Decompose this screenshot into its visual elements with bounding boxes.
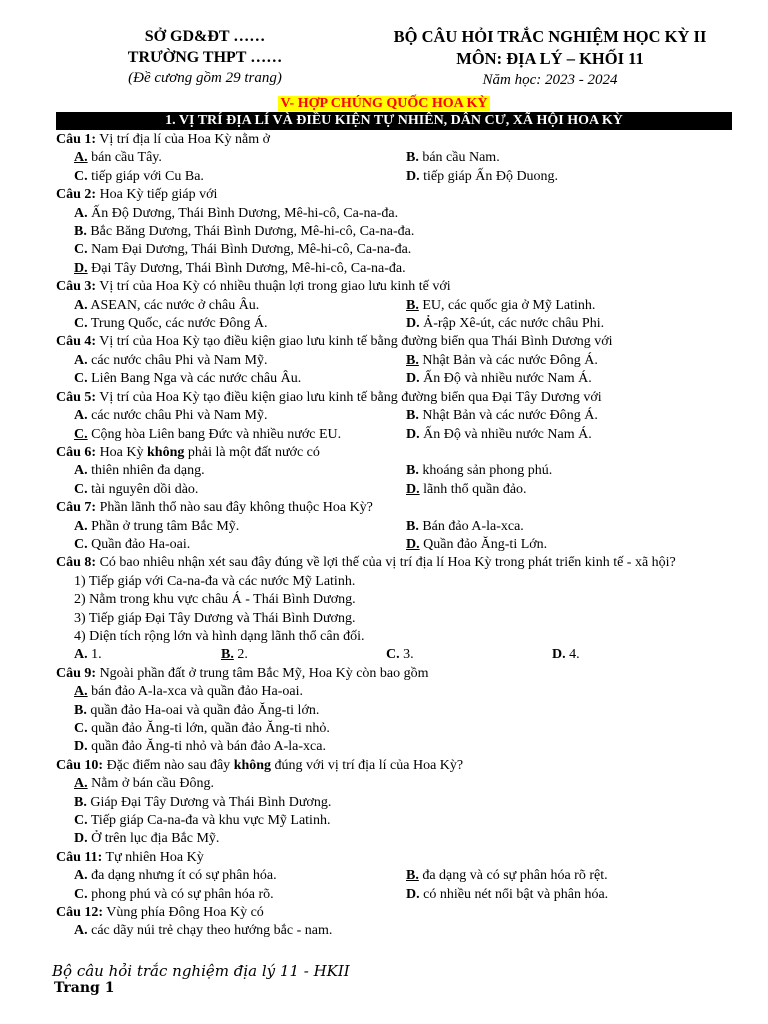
- option-letter: C.: [74, 481, 88, 497]
- question-emphasis: không: [233, 757, 272, 773]
- option-row: [56, 481, 732, 499]
- answer-option: [406, 518, 732, 536]
- option-row: [56, 168, 732, 186]
- department-name: SỞ GD&ĐT ……: [144, 28, 266, 45]
- page-count-note: (Đề cương gồm 29 trang): [128, 70, 282, 86]
- answer-option: [56, 205, 732, 223]
- option-letter: C.: [74, 316, 88, 332]
- option-letter: B.: [74, 702, 87, 718]
- option-text: các nước châu Phi và Nam Mỹ.: [87, 352, 268, 368]
- option-text: Bắc Băng Dương, Thái Bình Dương, Mê-hi-cô, Ca-na-đa.: [86, 224, 415, 240]
- option-text: Tiếp giáp Ca-na-đa và khu vực Mỹ Latinh.: [87, 813, 331, 829]
- option-row: [56, 426, 732, 444]
- question-list: [56, 131, 732, 941]
- option-letter: B.: [221, 647, 234, 663]
- question-text: Vị trí của Hoa Kỳ tạo điều kiện giao lưu kinh tế bằng đường biển qua Đại Tây Dương với: [96, 389, 602, 405]
- option-letter: B.: [74, 794, 87, 810]
- answer-option: [406, 370, 732, 388]
- option-row: [56, 462, 732, 480]
- question-text: Vùng phía Đông Hoa Kỳ có: [103, 905, 264, 921]
- option-text: Ả-rập Xê-út, các nước châu Phi.: [419, 316, 605, 332]
- answer-option: [56, 407, 406, 425]
- option-letter: B.: [406, 408, 419, 424]
- option-text: tài nguyên dồi dào.: [87, 481, 199, 497]
- question-emphasis: không: [147, 444, 185, 460]
- answer-option: [406, 168, 732, 186]
- question-text: Hoa Kỳ tiếp giáp với: [96, 187, 218, 203]
- answer-option: [56, 646, 221, 664]
- option-text: Ấn Độ và nhiều nước Nam Á.: [419, 371, 592, 387]
- question-stem: [56, 186, 732, 204]
- question-text: Có bao nhiêu nhận xét sau đây đúng về lợi thế của vị trí địa lí Hoa Kỳ trong phát triển kinh tế - xã hội?: [96, 555, 676, 571]
- option-text: Nhật Bản và các nước Đông Á.: [418, 408, 598, 424]
- answer-option: [56, 536, 406, 554]
- option-letter: C.: [74, 536, 88, 552]
- question-number: Câu 4:: [56, 334, 97, 350]
- question-stem: [56, 757, 732, 775]
- answer-option: [406, 149, 732, 167]
- answer-option: [56, 518, 406, 536]
- option-text: lãnh thổ quần đảo.: [419, 481, 527, 497]
- footer-title: Bộ câu hỏi trắc nghiệm địa lý 11 - HKII: [52, 962, 350, 980]
- option-letter: C.: [74, 371, 88, 387]
- answer-option: [56, 794, 732, 812]
- option-text: Giáp Đại Tây Dương và Thái Bình Dương.: [86, 794, 332, 810]
- option-row: [56, 149, 732, 167]
- option-letter: C.: [74, 721, 88, 736]
- option-letter: A.: [74, 150, 88, 166]
- question-item: [56, 757, 732, 849]
- question-stem: [56, 904, 732, 922]
- option-text: tiếp giáp Ấn Độ Duong.: [419, 168, 559, 184]
- question-stem: [56, 444, 732, 462]
- answer-option: [56, 922, 732, 940]
- option-row: [56, 370, 732, 388]
- option-letter: A.: [74, 463, 88, 479]
- option-letter: D.: [406, 481, 420, 497]
- option-letter: C.: [386, 647, 400, 663]
- question-number: Câu 2:: [56, 187, 97, 203]
- answer-option: [221, 646, 386, 664]
- answer-option: [56, 775, 732, 793]
- option-text: EU, các quốc gia ở Mỹ Latinh.: [418, 297, 596, 313]
- answer-option: [406, 426, 732, 444]
- option-text: các nước châu Phi và Nam Mỹ.: [87, 408, 268, 424]
- statement-line: 2) Nằm trong khu vực châu Á - Thái Bình Dương.: [74, 592, 356, 608]
- option-letter: D.: [552, 647, 566, 663]
- school-header: [100, 26, 310, 89]
- question-text: Tự nhiên Hoa Kỳ: [102, 849, 204, 865]
- answer-option: [56, 683, 732, 701]
- answer-option: [56, 149, 406, 167]
- statement-line: 3) Tiếp giáp Đại Tây Dương và Thái Bình Dương.: [74, 610, 356, 626]
- option-letter: B.: [406, 150, 419, 166]
- option-letter: A.: [74, 868, 88, 884]
- option-letter: D.: [74, 260, 88, 276]
- question-stem: [56, 665, 732, 683]
- option-text: Bán đảo A-la-xca.: [418, 518, 524, 534]
- chapter-heading: [0, 94, 768, 112]
- option-text: 3.: [399, 647, 414, 663]
- section-heading: 1. VỊ TRÍ ĐỊA LÍ VÀ ĐIỀU KIỆN TỰ NHIÊN, DÂN CƯ, XÃ HỘI HOA KỲ: [56, 112, 732, 130]
- exam-title: BỘ CÂU HỎI TRẮC NGHIỆM HỌC KỲ II: [393, 27, 707, 46]
- question-item: [56, 499, 732, 554]
- question-stem: [56, 849, 732, 867]
- option-text: có nhiều nét nổi bật và phân hóa.: [419, 886, 609, 902]
- option-letter: C.: [74, 426, 88, 442]
- option-row: [56, 646, 732, 664]
- question-item: [56, 904, 732, 941]
- option-text: 2.: [233, 647, 248, 663]
- answer-option: [56, 168, 406, 186]
- question-text: Hoa Kỳ: [96, 444, 147, 460]
- option-letter: A.: [74, 647, 88, 663]
- option-letter: B.: [406, 518, 419, 534]
- answer-option: [406, 886, 732, 904]
- option-row: [56, 886, 732, 904]
- exam-header: [360, 26, 740, 91]
- answer-option: [56, 462, 406, 480]
- question-item: [56, 444, 732, 499]
- chapter-title: V- HỢP CHÚNG QUỐC HOA KỲ: [280, 96, 488, 111]
- option-text: Ấn Độ Dương, Thái Bình Dương, Mê-hi-cô, Ca-na-đa.: [87, 205, 399, 221]
- option-letter: A.: [74, 408, 88, 424]
- answer-option: [56, 481, 406, 499]
- option-text: Nam Đại Dương, Thái Bình Dương, Mê-hi-cô, Ca-na-đa.: [87, 242, 412, 258]
- answer-option: [56, 260, 732, 278]
- option-letter: D.: [406, 536, 420, 552]
- option-letter: A.: [74, 923, 88, 939]
- question-stem: [56, 278, 732, 296]
- question-item: [56, 131, 732, 186]
- question-item: [56, 554, 732, 664]
- statement-line: 1) Tiếp giáp với Ca-na-đa và các nước Mỹ Latinh.: [74, 573, 356, 589]
- option-text: Nằm ở bán cầu Đông.: [87, 776, 214, 792]
- answer-option: [406, 536, 732, 554]
- option-letter: A.: [74, 776, 88, 792]
- option-text: Liên Bang Nga và các nước châu Âu.: [87, 371, 302, 387]
- answer-option: [56, 720, 732, 738]
- option-text: Nhật Bản và các nước Đông Á.: [418, 352, 598, 368]
- question-stem: [56, 389, 732, 407]
- option-row: [56, 518, 732, 536]
- answer-option: [552, 646, 732, 664]
- school-name: TRƯỜNG THPT ……: [127, 49, 283, 66]
- option-text: bán cầu Tây.: [87, 150, 162, 166]
- question-number: Câu 5:: [56, 389, 97, 405]
- option-letter: C.: [74, 886, 88, 902]
- option-row: [56, 407, 732, 425]
- answer-option: [56, 738, 732, 756]
- question-number: Câu 7:: [56, 500, 97, 516]
- question-number: Câu 1:: [56, 132, 97, 147]
- question-stem: [56, 333, 732, 351]
- option-row: [56, 352, 732, 370]
- answer-option: [56, 297, 406, 315]
- option-letter: D.: [406, 426, 420, 442]
- option-text: đa dạng và có sự phân hóa rõ rệt.: [418, 868, 608, 884]
- option-text: các dãy núi trẻ chạy theo hướng bắc - nam.: [87, 923, 333, 939]
- option-letter: A.: [74, 297, 88, 313]
- answer-option: [56, 702, 732, 720]
- option-letter: B.: [406, 868, 419, 884]
- question-number: Câu 8:: [56, 555, 97, 571]
- question-text: Ngoài phần đất ở trung tâm Bắc Mỹ, Hoa Kỳ còn bao gồm: [96, 665, 429, 681]
- option-text: Đại Tây Dương, Thái Bình Dương, Mê-hi-cô, Ca-na-đa.: [87, 260, 406, 276]
- question-item: [56, 665, 732, 757]
- school-year: Năm học: 2023 - 2024: [482, 72, 618, 88]
- question-item: [56, 186, 732, 278]
- question-item: [56, 389, 732, 444]
- answer-option: [406, 462, 732, 480]
- answer-option: [406, 867, 732, 885]
- question-number: Câu 9:: [56, 665, 97, 681]
- option-text: quần đảo Ăng-ti nhỏ và bán đảo A-la-xca.: [87, 739, 326, 755]
- question-number: Câu 10:: [56, 757, 104, 773]
- question-number: Câu 6:: [56, 444, 97, 460]
- option-letter: A.: [74, 205, 88, 221]
- option-text: tiếp giáp với Cu Ba.: [87, 168, 204, 184]
- option-text: quần đảo Ha-oai và quần đảo Ăng-ti lớn.: [86, 702, 320, 718]
- option-text: Cộng hòa Liên bang Đức và nhiều nước EU.: [87, 426, 342, 442]
- option-text: Ở trên lục địa Bắc Mỹ.: [87, 831, 220, 847]
- question-text: Vị trí địa lí của Hoa Kỳ nằm ở: [96, 132, 271, 147]
- question-number: Câu 11:: [56, 849, 103, 865]
- question-text: Phần lãnh thổ nào sau đây không thuộc Hoa Kỳ?: [96, 500, 373, 516]
- question-text: Đặc điểm nào sau đây: [103, 757, 234, 773]
- option-text: 4.: [565, 647, 580, 663]
- option-letter: A.: [74, 352, 88, 368]
- answer-option: [56, 315, 406, 333]
- option-letter: D.: [74, 831, 88, 847]
- option-letter: B.: [406, 297, 419, 313]
- option-text: Ấn Độ và nhiều nước Nam Á.: [419, 426, 592, 442]
- answer-option: [56, 370, 406, 388]
- option-text: quần đảo Ăng-ti lớn, quần đảo Ăng-ti nhỏ.: [87, 721, 330, 736]
- option-text: đa dạng nhưng ít có sự phân hóa.: [87, 868, 277, 884]
- answer-option: [56, 886, 406, 904]
- question-item: [56, 333, 732, 388]
- question-item: [56, 278, 732, 333]
- option-letter: D.: [74, 739, 88, 755]
- statement-line: 4) Diện tích rộng lớn và hình dạng lãnh thổ cân đối.: [74, 628, 365, 644]
- option-text: bán cầu Nam.: [418, 150, 500, 166]
- option-row: [56, 315, 732, 333]
- option-letter: B.: [406, 463, 419, 479]
- subject-line: MÔN: ĐỊA LÝ – KHỐI 11: [456, 49, 644, 68]
- option-letter: C.: [74, 242, 88, 258]
- answer-option: [56, 241, 732, 259]
- page-number: Trang 1: [54, 980, 115, 996]
- option-row: [56, 536, 732, 554]
- answer-option: [56, 867, 406, 885]
- option-text: thiên nhiên đa dạng.: [87, 463, 205, 479]
- answer-option: [386, 646, 552, 664]
- question-stem: [56, 499, 732, 517]
- answer-option: [406, 297, 732, 315]
- option-text: 1.: [87, 647, 102, 663]
- option-text: Quần đảo Ăng-ti Lớn.: [419, 536, 548, 552]
- answer-option: [56, 352, 406, 370]
- option-letter: D.: [406, 886, 420, 902]
- option-text: Trung Quốc, các nước Đông Á.: [87, 316, 268, 332]
- answer-option: [406, 315, 732, 333]
- answer-option: [56, 426, 406, 444]
- option-row: [56, 297, 732, 315]
- answer-option: [406, 352, 732, 370]
- question-text: Vị trí của Hoa Kỳ tạo điều kiện giao lưu kinh tế bằng đường biển qua Thái Bình Dương với: [96, 334, 613, 350]
- option-letter: D.: [406, 371, 420, 387]
- question-number: Câu 12:: [56, 905, 104, 921]
- answer-option: [56, 223, 732, 241]
- option-text: Phần ở trung tâm Bắc Mỹ.: [87, 518, 240, 534]
- option-letter: B.: [74, 224, 87, 240]
- answer-option: [406, 407, 732, 425]
- option-letter: B.: [406, 352, 419, 368]
- option-letter: C.: [74, 168, 88, 184]
- option-text: ASEAN, các nước ở châu Âu.: [87, 297, 260, 313]
- question-text-end: đúng với vị trí địa lí của Hoa Kỳ?: [271, 757, 464, 773]
- option-text: Quần đảo Ha-oai.: [87, 536, 191, 552]
- question-text-end: phải là một đất nước có: [184, 444, 320, 460]
- option-letter: C.: [74, 813, 88, 829]
- question-text: Vị trí của Hoa Kỳ có nhiều thuận lợi trong giao lưu kinh tế với: [96, 279, 451, 295]
- option-letter: D.: [406, 168, 420, 184]
- answer-option: [56, 830, 732, 848]
- answer-option: [56, 812, 732, 830]
- option-letter: A.: [74, 684, 88, 700]
- question-stem: [56, 554, 732, 572]
- option-letter: A.: [74, 518, 88, 534]
- option-row: [56, 867, 732, 885]
- question-stem: [56, 131, 732, 149]
- option-text: bán đảo A-la-xca và quần đảo Ha-oai.: [87, 684, 303, 700]
- answer-option: [406, 481, 732, 499]
- question-item: [56, 849, 732, 904]
- option-letter: D.: [406, 316, 420, 332]
- option-text: khoáng sản phong phú.: [418, 463, 553, 479]
- question-number: Câu 3:: [56, 279, 97, 295]
- option-text: phong phú và có sự phân hóa rõ.: [87, 886, 274, 902]
